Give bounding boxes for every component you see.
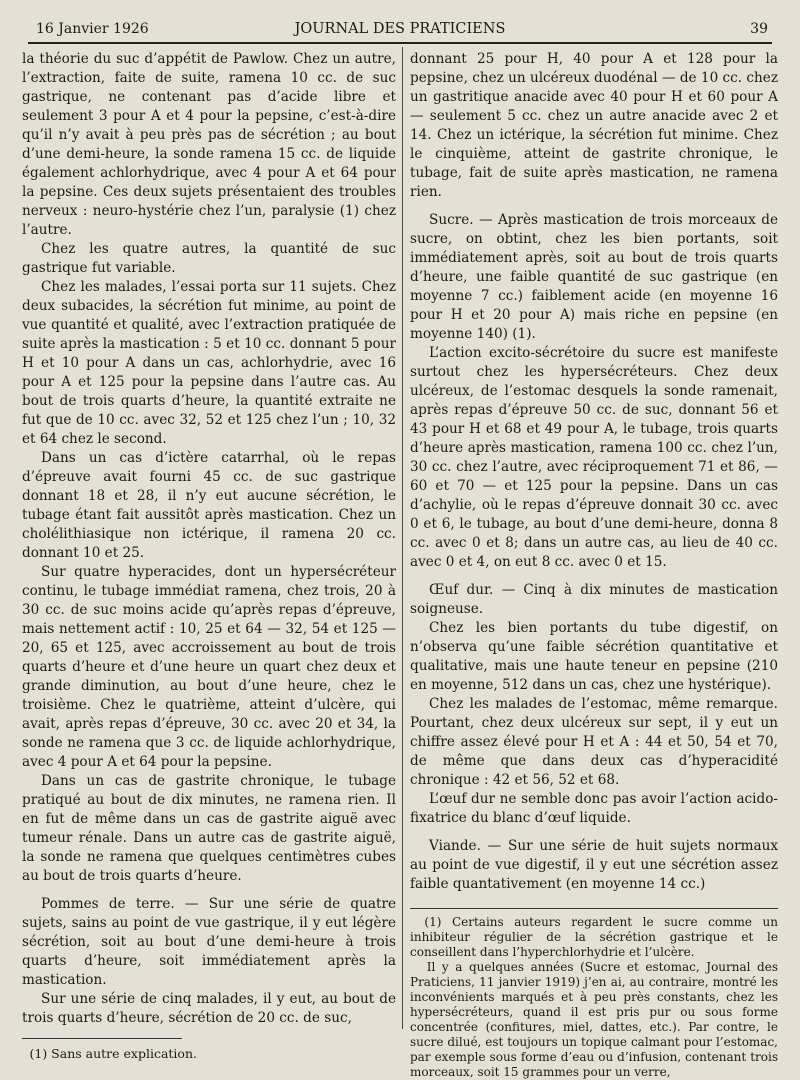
paragraph: Chez les bien portants du tube digestif, on n’observa qu’une faible sécrétion quantitative et qualitative, mais une haute teneur en pepsine (210 en moyenne, 512 dans un cas, chez une hystérique). [410, 620, 778, 693]
page-number: 39 [750, 21, 768, 37]
paragraph: Chez les quatre autres, la quantité de suc gastrique fut variable. [22, 241, 396, 276]
footnote-rule [410, 908, 778, 909]
footnote: Il y a quelques années (Sucre et estomac, Journal des Praticiens, 11 janvier 1919) j’en ai, au contraire, montré les inconvénients marqués et à peu près constants, chez les hypersécréteurs, quand il est pris pur ou sous forme concentrée (confitures, miel, dattes, etc.). Par contre, le sucre dilué, est toujours un topique calmant pour l’estomac, par exemple sous forme d’eau ou d’infusion, contenant trois morceaux, soit 15 grammes pour un verre, [410, 960, 778, 1079]
column-divider [402, 47, 403, 1029]
paragraph-sucre: Sucre. — Après mastication de trois morceaux de sucre, on obtint, chez les bien portants, soit immédiatement après, soit au bout de trois quarts d’heure, une faible quantité de suc gastrique (en moyenne 7 cc.) faiblement acide (en moyenne 16 pour H et 20 pour A) mais riche en pepsine (en moyenne 140) (1). [410, 212, 778, 342]
paragraph-viande: Viande. — Sur une série de huit sujets normaux au point de vue digestif, il y eut une sécrétion assez faible quantativement (en moyenne 14 cc.) [410, 838, 778, 892]
paragraph: Dans un cas d’ictère catarrhal, où le repas d’épreuve avait fourni 45 cc. de suc gastrique donnant 18 et 28, il n’y eut aucune sécrétion, le tubage étant fait aussitôt après mastication. Chez un cholélithiasique non ictérique, il ramena 20 cc. donnant 10 et 25. [22, 450, 396, 561]
left-column [22, 50, 396, 1062]
right-column [410, 50, 778, 1080]
paragraph: Sur quatre hyperacides, dont un hypersécréteur continu, le tubage immédiat ramena, chez trois, 20 à 30 cc. de suc moins acide qu’après repas d’épreuve, mais nettement actif : 10, 25 et 64 — 32, 54 et 125 — 20, 65 et 125, avec accroissement au bout de trois quarts d’heure et d’une heure un quart chez deux et grande diminution, au bout d’une heure, chez le troisième. Chez le quatrième, atteint d’ulcère, qui avait, après repas d’épreuve, 30 cc. avec 20 et 34, la sonde ne ramena que 3 cc. de liquide achlorhydrique, avec 4 pour A et 64 pour la pepsine. [22, 564, 396, 770]
paragraph: L’action excito-sécrétoire du sucre est manifeste surtout chez les hypersécréteurs. Chez deux ulcéreux, de l’estomac desquels la sonde ramenait, après repas d’épreuve 50 cc. de suc, donnant 56 et 43 pour H et 68 et 49 pour A, le tubage, trois quarts d’heure après mastication, ramena 100 cc. chez l’un, 30 cc. chez l’autre, avec réciproquement 71 et 86, — 60 et 70 — et 125 pour la pepsine. Dans un cas d’achylie, où le repas d’épreuve donnait 30 cc. avec 0 et 6, le tubage, au bout d’une demi-heure, donna 8 cc. avec 0 et 8; dans un autre cas, au lieu de 40 cc. avec 0 et 4, on eut 8 cc. avec 0 et 15. [410, 345, 778, 570]
footnote: (1) Sans autre explication. [29, 1046, 197, 1061]
page-header [28, 18, 772, 42]
paragraph: L’œuf dur ne semble donc pas avoir l’action acido-fixatrice du blanc d’œuf liquide. [410, 791, 778, 826]
paragraph: Sur une série de cinq malades, il y eut, au bout de trois quarts d’heure, sécrétion de 20 cc. de suc, [22, 991, 396, 1026]
paragraph-oeuf-dur: Œuf dur. — Cinq à dix minutes de mastication soigneuse. [410, 582, 778, 617]
paragraph: donnant 25 pour H, 40 pour A et 128 pour la pepsine, chez un ulcéreux duodénal — de 10 cc. chez un gastritique anacide avec 40 pour H et 60 pour A — seulement 5 cc. chez un autre anacide avec 2 et 14. Chez un ictérique, la sécrétion fut minime. Chez le cinquième, atteint de gastrite chronique, le tubage, fait de suite après mastication, ne ramena rien. [410, 51, 778, 200]
paragraph: la théorie du suc d’appétit de Pawlow. Chez un autre, l’extraction, faite de suite, ramena 10 cc. de suc gastrique, ne contenant pas d’acide libre et seulement 3 pour A et 4 pour la pepsine, c’est-à-dire qu’il n’y avait à peu près pas de sécrétion ; au bout d’une demi-heure, la sonde ramena 15 cc. de liquide également achlorhydrique, avec 4 pour A et 64 pour la pepsine. Ces deux sujets présentaient des troubles nerveux : neuro-hystérie chez l’un, paralysie (1) chez l’autre. [22, 51, 396, 238]
footnote-rule [22, 1038, 182, 1039]
paragraph: Chez les malades de l’estomac, même remarque. Pourtant, chez deux ulcéreux sur sept, il y eut un chiffre assez élevé pour H et A : 44 et 50, 54 et 70, de même que dans deux cas d’hyperacidité chronique : 42 et 56, 52 et 68. [410, 696, 778, 788]
footnote: (1) Certains auteurs regardent le sucre comme un inhibiteur régulier de la sécrétion gastrique et le conseillent dans l’hyperchlorhydrie et l’ulcère. [410, 915, 778, 959]
paragraph: Dans un cas de gastrite chronique, le tubage pratiqué au bout de dix minutes, ne ramena rien. Il en fut de même dans un cas de gastrite aiguë avec tumeur rénale. Dans un autre cas de gastrite aiguë, la sonde ne ramena que quelques centimètres cubes au bout de trois quarts d’heure. [22, 773, 396, 884]
journal-title: JOURNAL DES PRATICIENS [294, 21, 506, 37]
paragraph: Chez les malades, l’essai porta sur 11 sujets. Chez deux subacides, la sécrétion fut minime, au point de vue quantité et qualité, avec l’extraction pratiquée de suite après la mastication : 5 et 10 cc. donnant 5 pour H et 10 pour A dans un cas, achlorhydrie, avec 16 pour A et 125 pour la pepsine dans l’autre cas. Au bout de trois quarts d’heure, la quantité extraite ne fut que de 10 cc. avec 32, 52 et 125 chez l’un ; 10, 32 et 64 chez le second. [22, 279, 396, 447]
header-date: 16 Janvier 1926 [36, 21, 149, 37]
paragraph-pommes-de-terre: Pommes de terre. — Sur une série de quatre sujets, sains au point de vue gastrique, il y eut légère sécrétion, soit au bout d’une demi-heure à trois quarts d’heure, soit immédiatement après la mastication. [22, 896, 396, 988]
header-rule [28, 42, 772, 44]
